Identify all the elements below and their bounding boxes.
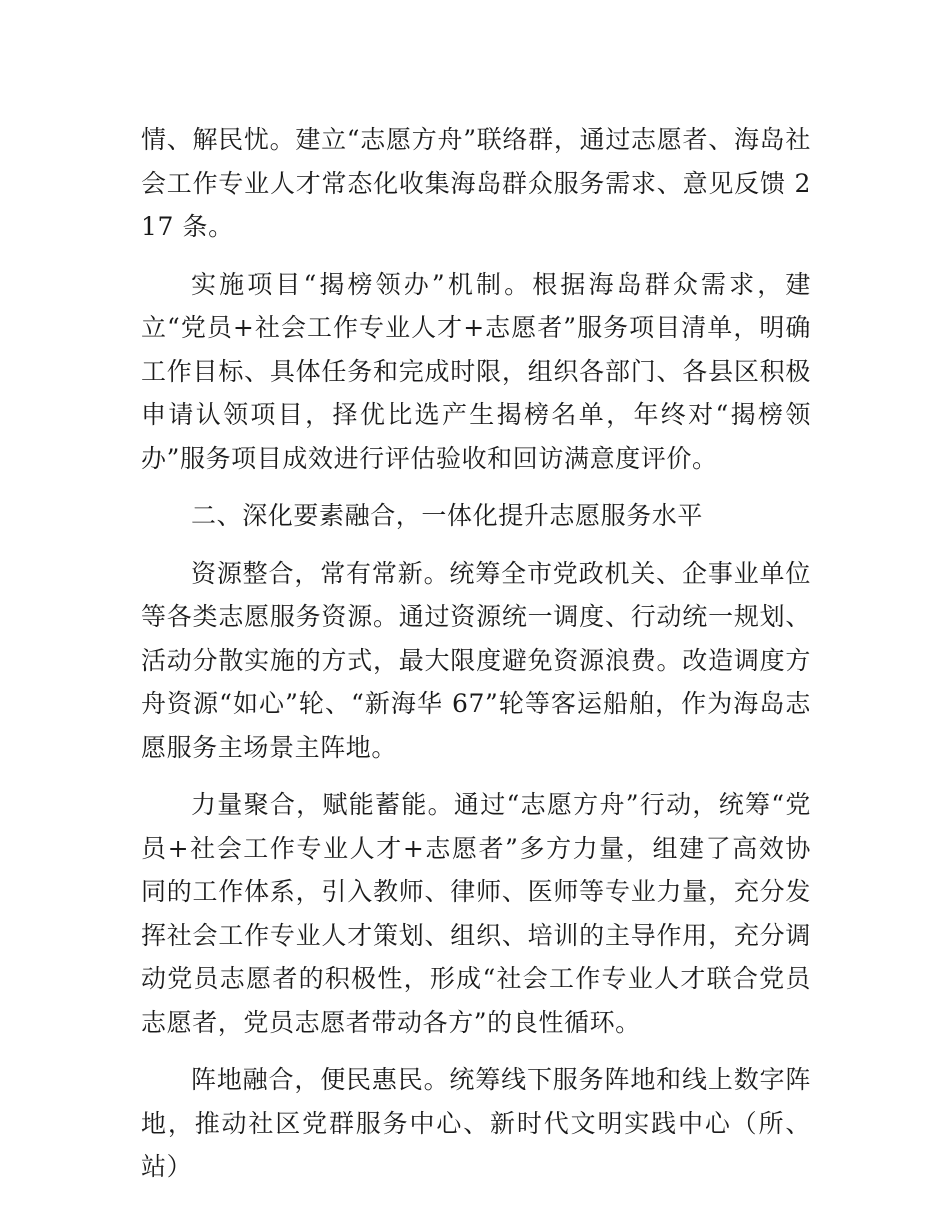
section-heading: 二、深化要素融合，一体化提升志愿服务水平: [191, 501, 704, 530]
document-body: [141, 118, 811, 1189]
paragraph-force-aggregation: 力量聚合，赋能蓄能。通过“志愿方舟”行动，统筹“党员+社会工作专业人才+志愿者”多方力量，组建了高效协同的工作体系，引入教师、律师、医师等专业力量，充分发挥社会工作专业人才策划、组织、培训的主导作用，充分调动党员志愿者的积极性，形成“社会工作专业人才联合党员志愿者，党员志愿者带动各方”的良性循环。: [141, 790, 811, 1037]
paragraph-project-mechanism: 实施项目“揭榜领办”机制。根据海岛群众需求，建立“党员+社会工作专业人才+志愿者”服务项目清单，明确工作目标、具体任务和完成时限，组织各部门、各县区积极申请认领项目，择优比选产生揭榜名单，年终对“揭榜领办”服务项目成效进行评估验收和回访满意度评价。: [141, 269, 811, 473]
paragraph-continuation: 情、解民忧。建立“志愿方舟”联络群，通过志愿者、海岛社会工作专业人才常态化收集海岛群众服务需求、意见反馈 217 条。: [141, 125, 811, 241]
paragraph-position-integration: 阵地融合，便民惠民。统筹线下服务阵地和线上数字阵地，推动社区党群服务中心、新时代文明实践中心（所、站）: [141, 1065, 811, 1181]
paragraph-resource-integration: 资源整合，常有常新。统筹全市党政机关、企事业单位等各类志愿服务资源。通过资源统一调度、行动统一规划、活动分散实施的方式，最大限度避免资源浪费。改造调度方舟资源“如心”轮、“新海华 67”轮等客运船舶，作为海岛志愿服务主场景主阵地。: [141, 558, 811, 762]
